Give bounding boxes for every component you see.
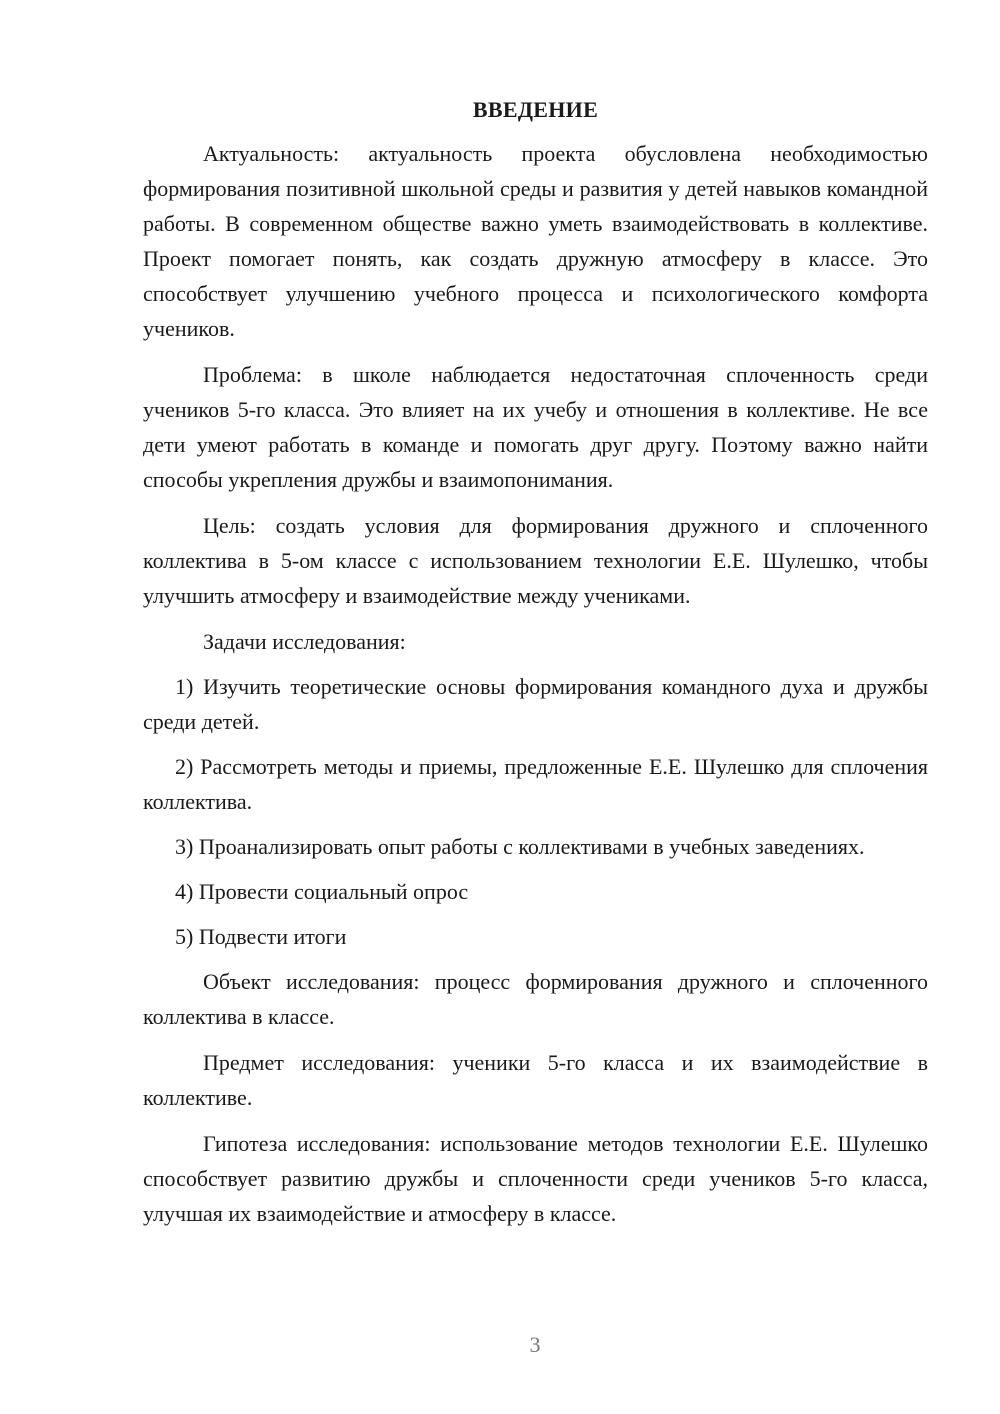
document-title: ВВЕДЕНИЕ xyxy=(472,97,599,122)
list-item-task-2: 2) Рассмотреть методы и приемы, предложенные Е.Е. Шулешко для сплочения коллектива. xyxy=(143,754,928,814)
list-item-task-3: 3) Проанализировать опыт работы с коллективами в учебных заведениях. xyxy=(175,834,865,859)
paragraph-problem: Проблема: в школе наблюдается недостаточная сплоченность среди учеников 5-го класса. Это влияет на их учебу и отношения в коллективе. Не все дети умеют работать в команде и помогать друг другу. Поэтому важно найти способы укрепления дружбы и взаимопонимания. xyxy=(143,362,928,492)
paragraph-object: Объект исследования: процесс формирования дружного и сплоченного коллектива в классе. xyxy=(143,969,928,1029)
paragraph-relevance: Актуальность: актуальность проекта обусловлена необходимостью формирования позитивной школьной среды и развития у детей навыков командной работы. В современном обществе важно уметь взаимодействовать в коллективе. Проект помогает понять, как создать дружную атмосферу в классе. Это способствует улучшению учебного процесса и психологического комфорта учеников. xyxy=(143,141,928,341)
paragraph-hypothesis: Гипотеза исследования: использование методов технологии Е.Е. Шулешко способствует развитию дружбы и сплоченности среди учеников 5-го класса, улучшая их взаимодействие и атмосферу в классе. xyxy=(143,1131,928,1226)
list-item-task-4: 4) Провести социальный опрос xyxy=(175,879,469,904)
paragraph-subject: Предмет исследования: ученики 5-го класса и их взаимодействие в коллективе. xyxy=(143,1050,928,1110)
page-number: 3 xyxy=(529,1332,541,1357)
paragraph-tasks-heading: Задачи исследования: xyxy=(203,629,406,654)
list-item-task-1: 1) Изучить теоретические основы формирования командного духа и дружбы среди детей. xyxy=(143,674,928,734)
list-item-task-5: 5) Подвести итоги xyxy=(175,924,347,949)
paragraph-goal: Цель: создать условия для формирования дружного и сплоченного коллектива в 5-ом классе с использованием технологии Е.Е. Шулешко, чтобы улучшить атмосферу и взаимодействие между учениками. xyxy=(143,513,928,608)
document-page xyxy=(143,92,928,1231)
